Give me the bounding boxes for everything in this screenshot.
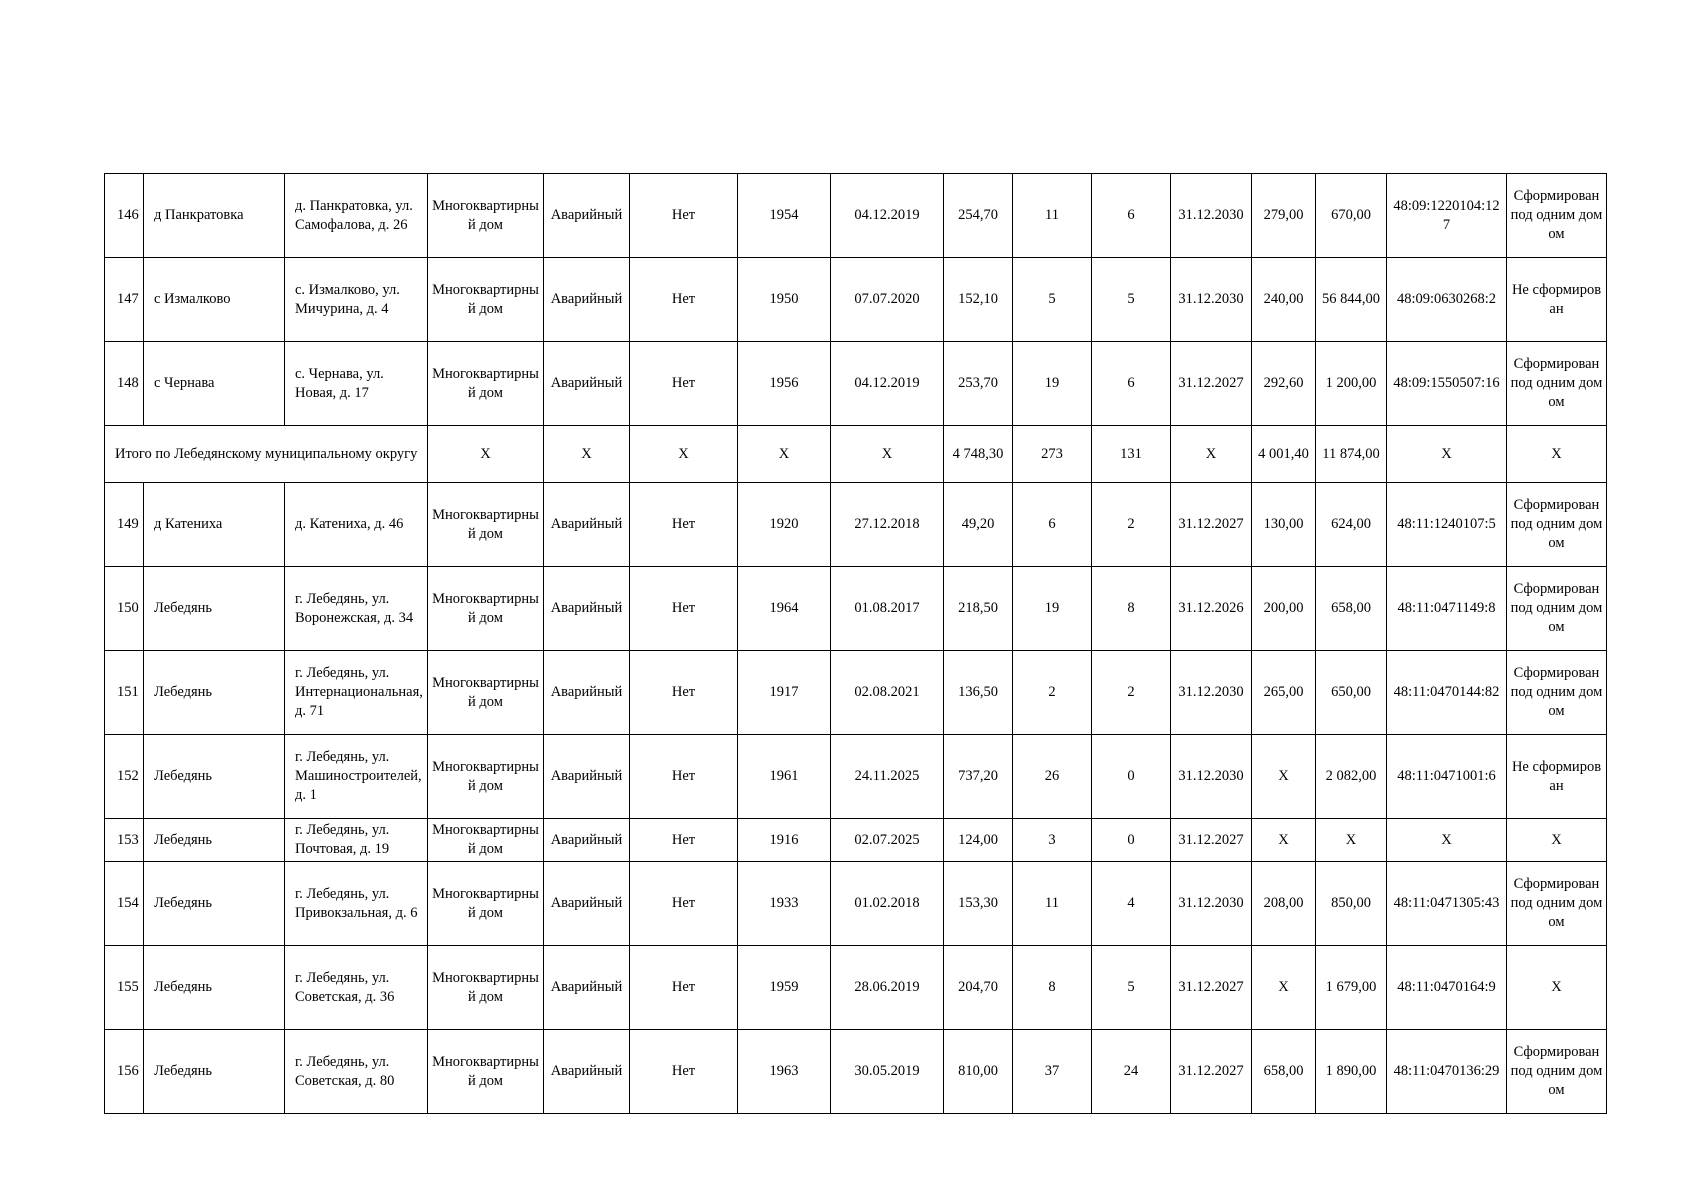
condition-cell: X — [544, 426, 630, 483]
cadastral-number-cell: 48:09:1220104:127 — [1387, 174, 1507, 258]
rooms-cell: 0 — [1092, 735, 1171, 819]
table-row — [105, 862, 1607, 946]
row-number: 151 — [105, 651, 144, 735]
building-type-cell: Многоквартирный дом — [428, 342, 544, 426]
condition-cell: Аварийный — [544, 819, 630, 862]
residents-cell: 37 — [1013, 1030, 1092, 1114]
row-number: 152 — [105, 735, 144, 819]
recognition-date-cell: 30.05.2019 — [831, 1030, 944, 1114]
residents-cell: 11 — [1013, 174, 1092, 258]
building-type-cell: Многоквартирный дом — [428, 258, 544, 342]
land-status-cell: Сформирован под одним домом — [1507, 567, 1607, 651]
land-area-cell: 265,00 — [1252, 651, 1316, 735]
flag-cell: Нет — [630, 1030, 738, 1114]
deadline-cell: 31.12.2026 — [1171, 567, 1252, 651]
building-type-cell: Многоквартирный дом — [428, 819, 544, 862]
address-cell: д. Катениха, д. 46 — [285, 483, 428, 567]
cadastral-number-cell: X — [1387, 426, 1507, 483]
year-built-cell: 1964 — [738, 567, 831, 651]
year-built-cell: 1933 — [738, 862, 831, 946]
row-number: 153 — [105, 819, 144, 862]
deadline-cell: 31.12.2027 — [1171, 1030, 1252, 1114]
area-cell: 136,50 — [944, 651, 1013, 735]
condition-cell: Аварийный — [544, 651, 630, 735]
year-built-cell: 1917 — [738, 651, 831, 735]
recognition-date-cell: X — [831, 426, 944, 483]
table-row — [105, 174, 1607, 258]
area-cell: 153,30 — [944, 862, 1013, 946]
year-built-cell: 1954 — [738, 174, 831, 258]
cost-cell: 11 874,00 — [1316, 426, 1387, 483]
recognition-date-cell: 07.07.2020 — [831, 258, 944, 342]
row-number: 156 — [105, 1030, 144, 1114]
building-type-cell: Многоквартирный дом — [428, 651, 544, 735]
deadline-cell: X — [1171, 426, 1252, 483]
land-area-cell: 200,00 — [1252, 567, 1316, 651]
year-built-cell: X — [738, 426, 831, 483]
row-number: 150 — [105, 567, 144, 651]
residents-cell: 2 — [1013, 651, 1092, 735]
condition-cell: Аварийный — [544, 1030, 630, 1114]
rooms-cell: 2 — [1092, 483, 1171, 567]
building-type-cell: Многоквартирный дом — [428, 946, 544, 1030]
recognition-date-cell: 02.08.2021 — [831, 651, 944, 735]
building-type-cell: Многоквартирный дом — [428, 735, 544, 819]
area-cell: 4 748,30 — [944, 426, 1013, 483]
cadastral-number-cell: 48:11:0470164:9 — [1387, 946, 1507, 1030]
land-status-cell: Не сформирован — [1507, 258, 1607, 342]
deadline-cell: 31.12.2030 — [1171, 735, 1252, 819]
flag-cell: X — [630, 426, 738, 483]
land-area-cell: 208,00 — [1252, 862, 1316, 946]
area-cell: 218,50 — [944, 567, 1013, 651]
land-status-cell: Сформирован под одним домом — [1507, 174, 1607, 258]
flag-cell: Нет — [630, 483, 738, 567]
locality-cell: Лебедянь — [144, 567, 285, 651]
table-row — [105, 735, 1607, 819]
table-row — [105, 819, 1607, 862]
locality-cell: д Панкратовка — [144, 174, 285, 258]
residents-cell: 273 — [1013, 426, 1092, 483]
cadastral-number-cell: 48:11:1240107:5 — [1387, 483, 1507, 567]
rooms-cell: 6 — [1092, 342, 1171, 426]
building-type-cell: Многоквартирный дом — [428, 1030, 544, 1114]
land-status-cell: Не сформирован — [1507, 735, 1607, 819]
area-cell: 254,70 — [944, 174, 1013, 258]
cadastral-number-cell: 48:11:0471149:8 — [1387, 567, 1507, 651]
land-area-cell: 292,60 — [1252, 342, 1316, 426]
housing-table — [104, 173, 1607, 1114]
year-built-cell: 1963 — [738, 1030, 831, 1114]
row-number: 148 — [105, 342, 144, 426]
deadline-cell: 31.12.2030 — [1171, 174, 1252, 258]
condition-cell: Аварийный — [544, 483, 630, 567]
cost-cell: 658,00 — [1316, 567, 1387, 651]
residents-cell: 3 — [1013, 819, 1092, 862]
address-cell: г. Лебедянь, ул. Советская, д. 80 — [285, 1030, 428, 1114]
year-built-cell: 1959 — [738, 946, 831, 1030]
building-type-cell: Многоквартирный дом — [428, 174, 544, 258]
cadastral-number-cell: 48:11:0471305:43 — [1387, 862, 1507, 946]
land-status-cell: X — [1507, 819, 1607, 862]
cost-cell: 1 890,00 — [1316, 1030, 1387, 1114]
cost-cell: 670,00 — [1316, 174, 1387, 258]
residents-cell: 5 — [1013, 258, 1092, 342]
rooms-cell: 8 — [1092, 567, 1171, 651]
recognition-date-cell: 24.11.2025 — [831, 735, 944, 819]
cost-cell: X — [1316, 819, 1387, 862]
deadline-cell: 31.12.2030 — [1171, 258, 1252, 342]
total-label: Итого по Лебедянскому муниципальному округу — [105, 426, 428, 483]
locality-cell: Лебедянь — [144, 946, 285, 1030]
rooms-cell: 4 — [1092, 862, 1171, 946]
locality-cell: Лебедянь — [144, 651, 285, 735]
cadastral-number-cell: 48:09:0630268:2 — [1387, 258, 1507, 342]
condition-cell: Аварийный — [544, 258, 630, 342]
area-cell: 253,70 — [944, 342, 1013, 426]
table-row — [105, 258, 1607, 342]
locality-cell: Лебедянь — [144, 819, 285, 862]
area-cell: 124,00 — [944, 819, 1013, 862]
recognition-date-cell: 27.12.2018 — [831, 483, 944, 567]
recognition-date-cell: 02.07.2025 — [831, 819, 944, 862]
cost-cell: 1 200,00 — [1316, 342, 1387, 426]
residents-cell: 6 — [1013, 483, 1092, 567]
locality-cell: д Катениха — [144, 483, 285, 567]
year-built-cell: 1961 — [738, 735, 831, 819]
address-cell: г. Лебедянь, ул. Машиностроителей, д. 1 — [285, 735, 428, 819]
row-number: 155 — [105, 946, 144, 1030]
cost-cell: 56 844,00 — [1316, 258, 1387, 342]
recognition-date-cell: 04.12.2019 — [831, 174, 944, 258]
residents-cell: 19 — [1013, 567, 1092, 651]
flag-cell: Нет — [630, 735, 738, 819]
deadline-cell: 31.12.2030 — [1171, 651, 1252, 735]
area-cell: 152,10 — [944, 258, 1013, 342]
cadastral-number-cell: X — [1387, 819, 1507, 862]
cadastral-number-cell: 48:11:0471001:6 — [1387, 735, 1507, 819]
area-cell: 810,00 — [944, 1030, 1013, 1114]
locality-cell: с Измалково — [144, 258, 285, 342]
recognition-date-cell: 28.06.2019 — [831, 946, 944, 1030]
address-cell: г. Лебедянь, ул. Воронежская, д. 34 — [285, 567, 428, 651]
land-area-cell: 279,00 — [1252, 174, 1316, 258]
land-area-cell: 130,00 — [1252, 483, 1316, 567]
cost-cell: 850,00 — [1316, 862, 1387, 946]
deadline-cell: 31.12.2027 — [1171, 342, 1252, 426]
address-cell: с. Измалково, ул. Мичурина, д. 4 — [285, 258, 428, 342]
rooms-cell: 2 — [1092, 651, 1171, 735]
area-cell: 204,70 — [944, 946, 1013, 1030]
row-number: 154 — [105, 862, 144, 946]
condition-cell: Аварийный — [544, 946, 630, 1030]
land-status-cell: Сформирован под одним домом — [1507, 483, 1607, 567]
deadline-cell: 31.12.2027 — [1171, 483, 1252, 567]
cadastral-number-cell: 48:09:1550507:16 — [1387, 342, 1507, 426]
land-status-cell: Сформирован под одним домом — [1507, 862, 1607, 946]
condition-cell: Аварийный — [544, 735, 630, 819]
residents-cell: 11 — [1013, 862, 1092, 946]
condition-cell: Аварийный — [544, 862, 630, 946]
cost-cell: 1 679,00 — [1316, 946, 1387, 1030]
land-area-cell: X — [1252, 819, 1316, 862]
rooms-cell: 5 — [1092, 946, 1171, 1030]
area-cell: 49,20 — [944, 483, 1013, 567]
locality-cell: с Чернава — [144, 342, 285, 426]
address-cell: г. Лебедянь, ул. Интернациональная, д. 71 — [285, 651, 428, 735]
cadastral-number-cell: 48:11:0470136:29 — [1387, 1030, 1507, 1114]
flag-cell: Нет — [630, 174, 738, 258]
table-row — [105, 1030, 1607, 1114]
cost-cell: 624,00 — [1316, 483, 1387, 567]
row-number: 146 — [105, 174, 144, 258]
locality-cell: Лебедянь — [144, 862, 285, 946]
land-area-cell: X — [1252, 735, 1316, 819]
land-status-cell: X — [1507, 426, 1607, 483]
year-built-cell: 1950 — [738, 258, 831, 342]
recognition-date-cell: 01.02.2018 — [831, 862, 944, 946]
table-row — [105, 567, 1607, 651]
table-body — [105, 174, 1607, 1114]
building-type-cell: X — [428, 426, 544, 483]
flag-cell: Нет — [630, 862, 738, 946]
land-area-cell: 658,00 — [1252, 1030, 1316, 1114]
flag-cell: Нет — [630, 567, 738, 651]
condition-cell: Аварийный — [544, 174, 630, 258]
residents-cell: 26 — [1013, 735, 1092, 819]
rooms-cell: 6 — [1092, 174, 1171, 258]
address-cell: д. Панкратовка, ул. Самофалова, д. 26 — [285, 174, 428, 258]
row-number: 147 — [105, 258, 144, 342]
flag-cell: Нет — [630, 819, 738, 862]
condition-cell: Аварийный — [544, 342, 630, 426]
table-row — [105, 483, 1607, 567]
address-cell: г. Лебедянь, ул. Советская, д. 36 — [285, 946, 428, 1030]
land-area-cell: X — [1252, 946, 1316, 1030]
cadastral-number-cell: 48:11:0470144:82 — [1387, 651, 1507, 735]
flag-cell: Нет — [630, 258, 738, 342]
table-row — [105, 342, 1607, 426]
building-type-cell: Многоквартирный дом — [428, 483, 544, 567]
locality-cell: Лебедянь — [144, 1030, 285, 1114]
locality-cell: Лебедянь — [144, 735, 285, 819]
rooms-cell: 24 — [1092, 1030, 1171, 1114]
year-built-cell: 1916 — [738, 819, 831, 862]
address-cell: г. Лебедянь, ул. Привокзальная, д. 6 — [285, 862, 428, 946]
land-status-cell: Сформирован под одним домом — [1507, 342, 1607, 426]
rooms-cell: 131 — [1092, 426, 1171, 483]
residents-cell: 8 — [1013, 946, 1092, 1030]
flag-cell: Нет — [630, 946, 738, 1030]
building-type-cell: Многоквартирный дом — [428, 862, 544, 946]
address-cell: г. Лебедянь, ул. Почтовая, д. 19 — [285, 819, 428, 862]
residents-cell: 19 — [1013, 342, 1092, 426]
flag-cell: Нет — [630, 342, 738, 426]
recognition-date-cell: 04.12.2019 — [831, 342, 944, 426]
year-built-cell: 1956 — [738, 342, 831, 426]
cost-cell: 650,00 — [1316, 651, 1387, 735]
land-area-cell: 240,00 — [1252, 258, 1316, 342]
year-built-cell: 1920 — [738, 483, 831, 567]
table-row — [105, 651, 1607, 735]
land-area-cell: 4 001,40 — [1252, 426, 1316, 483]
recognition-date-cell: 01.08.2017 — [831, 567, 944, 651]
rooms-cell: 5 — [1092, 258, 1171, 342]
condition-cell: Аварийный — [544, 567, 630, 651]
cost-cell: 2 082,00 — [1316, 735, 1387, 819]
deadline-cell: 31.12.2027 — [1171, 819, 1252, 862]
land-status-cell: X — [1507, 946, 1607, 1030]
deadline-cell: 31.12.2030 — [1171, 862, 1252, 946]
flag-cell: Нет — [630, 651, 738, 735]
deadline-cell: 31.12.2027 — [1171, 946, 1252, 1030]
land-status-cell: Сформирован под одним домом — [1507, 651, 1607, 735]
area-cell: 737,20 — [944, 735, 1013, 819]
row-number: 149 — [105, 483, 144, 567]
building-type-cell: Многоквартирный дом — [428, 567, 544, 651]
rooms-cell: 0 — [1092, 819, 1171, 862]
total-row — [105, 426, 1607, 483]
land-status-cell: Сформирован под одним домом — [1507, 1030, 1607, 1114]
address-cell: с. Чернава, ул. Новая, д. 17 — [285, 342, 428, 426]
table-row — [105, 946, 1607, 1030]
